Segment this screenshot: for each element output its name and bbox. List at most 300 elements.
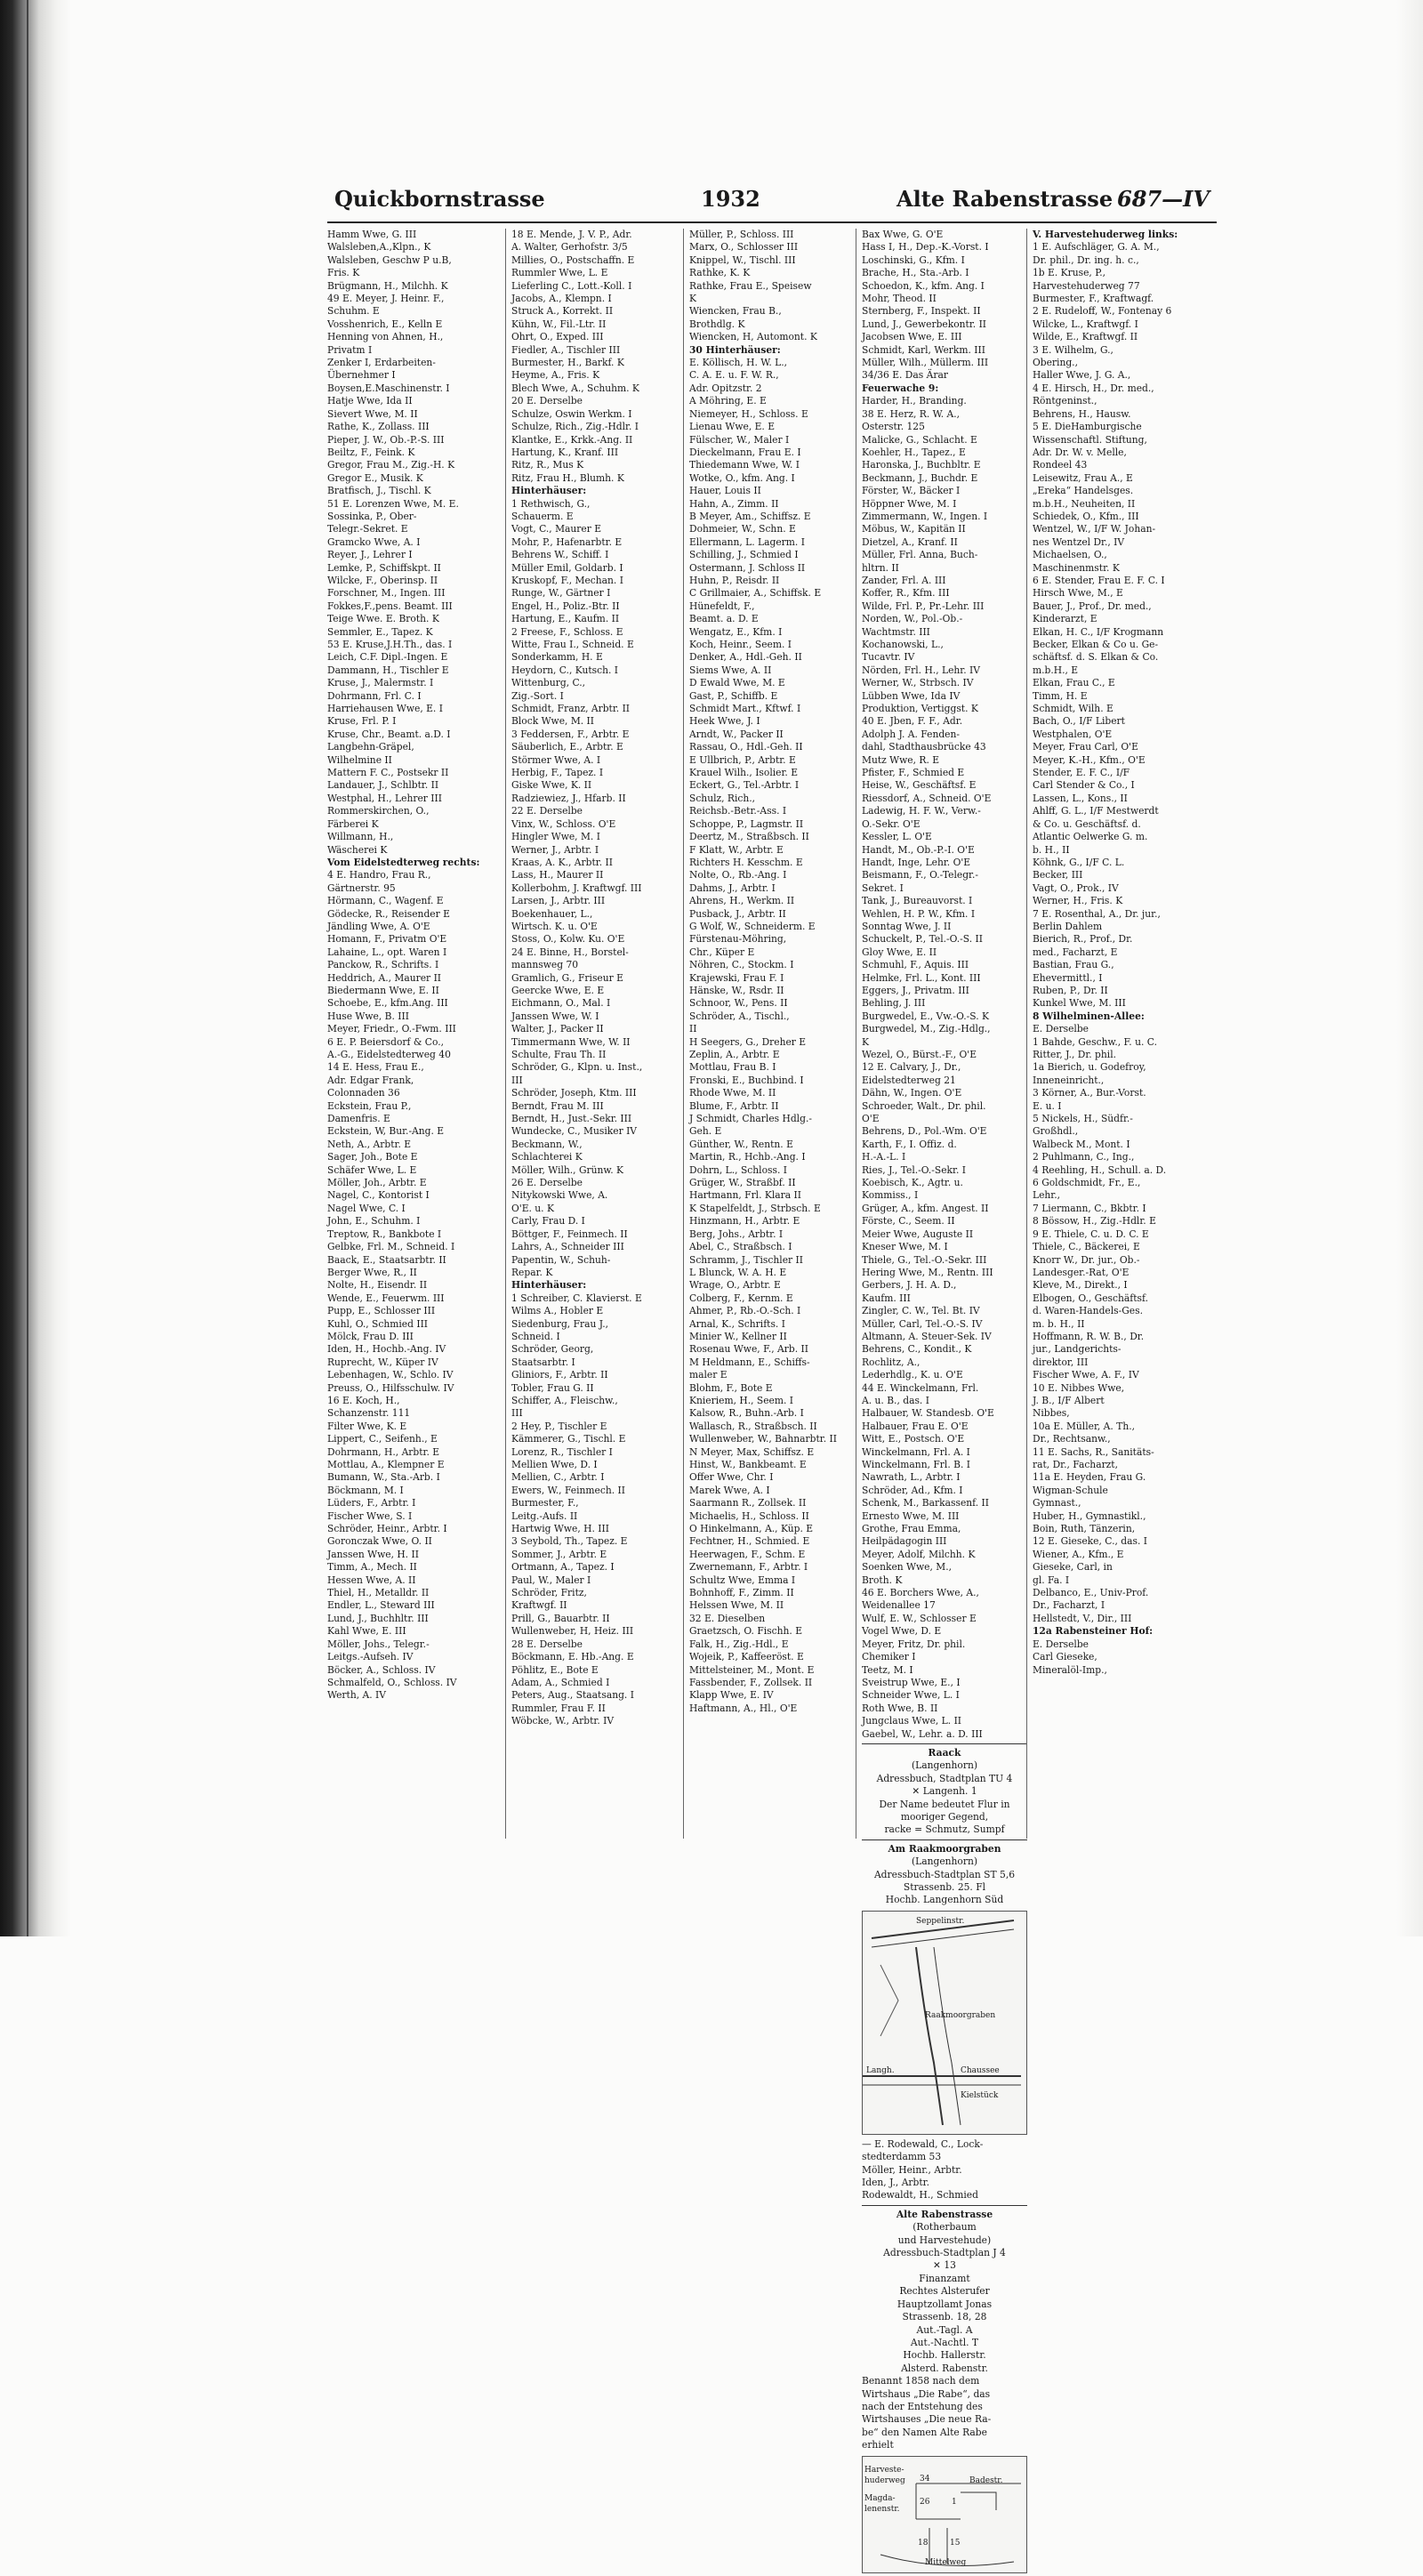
directory-entry: Rummler Wwe, L. E <box>511 267 608 279</box>
directory-entry: Adr. Dr. W. v. Melle, <box>1033 446 1127 458</box>
directory-entry: Ernesto Wwe, M. III <box>862 1509 960 1522</box>
directory-entry: Meyer, Fritz, Dr. phil. <box>862 1638 966 1650</box>
directory-entry: mannsweg 70 <box>511 959 579 971</box>
directory-entry: Hinterhäuser: <box>511 1279 587 1292</box>
directory-entry: Wundecke, C., Musiker IV <box>511 1125 638 1138</box>
directory-entry: Carly, Frau D. I <box>511 1215 585 1228</box>
directory-entry: Arnal, K., Schrifts. I <box>689 1317 785 1330</box>
directory-entry: Halbauer, W. Standesb. O'E <box>862 1407 994 1420</box>
directory-entry: Müller, Carl, Tel.-O.-S. IV <box>862 1317 983 1330</box>
section-rule <box>862 1743 1027 1744</box>
directory-entry: 7 E. Rosenthal, A., Dr. jur., <box>1033 907 1161 920</box>
directory-entry: Handt, Inge, Lehr. O'E <box>862 856 971 868</box>
directory-entry: Kruse, J., Malermstr. I <box>327 677 434 689</box>
directory-entry: Klapp Wwe, E. IV <box>689 1689 774 1702</box>
directory-entry: Dieckelmann, Frau E. I <box>689 446 801 458</box>
directory-entry: 28 E. Derselbe <box>511 1638 583 1650</box>
directory-entry: Sonderkamm, H. E <box>511 651 603 664</box>
directory-entry: Michaelis, H., Schloss. II <box>689 1509 809 1522</box>
directory-entry: Damenfris. E <box>327 1113 390 1125</box>
directory-entry: Kessler, L. O'E <box>862 831 932 843</box>
rabenstrasse-info-line: Hochb. Hallerstr. <box>903 2349 986 2362</box>
directory-entry: Burgwedel, M., Zig.-Hdlg., <box>862 1023 991 1035</box>
directory-entry: Wentzel, W., I/F W. Johan- <box>1033 523 1156 535</box>
directory-entry: Lorenz, R., Tischler I <box>511 1445 613 1458</box>
directory-entry: med., Facharzt, E <box>1033 946 1118 958</box>
section-title-raakmoorgraben: Am Raakmoorgraben <box>888 1842 1001 1855</box>
directory-entry: Heek Wwe, J. I <box>689 715 760 728</box>
directory-entry: Karth, F., I. Offiz. d. <box>862 1138 957 1150</box>
map-label-huderweg: huderweg <box>864 2475 905 2485</box>
directory-entry: Huhn, P., Reisdr. II <box>689 574 780 586</box>
directory-entry: Ruben, P., Dr. II <box>1033 984 1108 996</box>
directory-entry: Mottlau, Frau B. I <box>689 1061 776 1074</box>
directory-entry: Schröder, Joseph, Ktm. III <box>511 1087 637 1099</box>
directory-entry: Jacobs, A., Klempn. I <box>511 293 612 305</box>
directory-entry: Beiltz, F., Feink. K <box>327 446 415 458</box>
directory-entry: Wilcke, F., Oberinsp. II <box>327 574 438 586</box>
directory-entry: Schuhm. E <box>327 305 380 318</box>
directory-entry: Brache, H., Sta.-Arb. I <box>862 267 969 279</box>
directory-entry: Behrens, H., Hausw. <box>1033 407 1131 420</box>
directory-entry: Gödecke, R., Reisender E <box>327 907 450 920</box>
directory-entry: Dr. phil., Dr. ing. h. c., <box>1033 254 1139 266</box>
directory-entry: Haftmann, A., Hl., O'E <box>689 1702 798 1714</box>
directory-entry: Mohr, Theod. II <box>862 293 937 305</box>
directory-entry: Elbogen, O., Geschäftsf. <box>1033 1292 1148 1304</box>
directory-entry: 9 E. Thiele, C. u. D. C. E <box>1033 1228 1149 1240</box>
directory-entry: Wöbcke, W., Arbtr. IV <box>511 1715 615 1727</box>
directory-entry: Offer Wwe, Chr. I <box>689 1471 774 1484</box>
header-street-left: Quickbornstrasse <box>334 186 545 212</box>
map-label-langh: Langh. <box>866 2065 895 2075</box>
directory-entry: Henning von Ahnen, H., <box>327 331 444 343</box>
directory-entry: Vosshenrich, E., Kelln E <box>327 318 443 330</box>
directory-entry: 1 Schreiber, C. Klavierst. E <box>511 1292 642 1304</box>
directory-entry: Kleve, M., Direkt., I <box>1033 1279 1128 1292</box>
directory-entry: 24 E. Binne, H., Borstel- <box>511 946 629 958</box>
section-rule <box>862 1839 1027 1840</box>
directory-entry: Wiencken, Frau B., <box>689 305 782 318</box>
directory-entry: Meyer, Friedr., O.-Fwm. III <box>327 1023 456 1035</box>
directory-entry: Hirsch Wwe, M., E <box>1033 587 1123 600</box>
directory-entry: Ahlff, G. L., I/F Mestwerdt <box>1033 805 1159 817</box>
directory-entry: Sveistrup Wwe, E., I <box>862 1676 961 1688</box>
directory-entry: Biedermann Wwe, E. II <box>327 984 439 996</box>
directory-entry: 6 E. Stender, Frau E. F. C. I <box>1033 574 1165 586</box>
directory-entry: Wigman-Schule <box>1033 1484 1108 1496</box>
directory-entry: 40 E. Jben, F. F., Adr. <box>862 715 963 728</box>
directory-entry: Block Wwe, M. II <box>511 715 594 728</box>
directory-entry: D Ewald Wwe, M. E <box>689 677 785 689</box>
directory-entry: Schmalfeld, O., Schloss. IV <box>327 1676 457 1688</box>
directory-entry: A.-G., Eidelstedterweg 40 <box>327 1049 451 1060</box>
directory-entry: Koebisch, K., Agtr. u. <box>862 1177 963 1189</box>
directory-entry: Brügmann, H., Milchh. K <box>327 279 448 292</box>
directory-entry: Geh. E <box>689 1125 722 1138</box>
directory-entry: Hessen Wwe, A. II <box>327 1574 416 1586</box>
directory-entry: Staatsarbtr. I <box>511 1356 575 1368</box>
rabenstrasse-history-line: erhielt <box>862 2439 894 2451</box>
directory-entry: Adr. Edgar Frank, <box>327 1074 414 1086</box>
directory-entry: O.-Sekr. O'E <box>862 817 921 830</box>
directory-entry: Berg, Johs., Arbtr. I <box>689 1228 784 1240</box>
directory-entry: Pieper, J. W., Ob.-P.-S. III <box>327 433 445 446</box>
directory-entry: Wäscherei K <box>327 843 388 856</box>
directory-entry: Boysen,E.Maschinenstr. I <box>327 382 450 394</box>
column-3 <box>683 229 855 1839</box>
directory-entry: Colberg, F., Kernm. E <box>689 1292 793 1304</box>
directory-entry: Gaebel, W., Lehr. a. D. III <box>862 1727 983 1740</box>
directory-entry: Minier W., Kellner II <box>689 1330 787 1342</box>
directory-entry: Walsleben,A.,Klpn., K <box>327 241 431 254</box>
raack-note-3: racke = Schmutz, Sumpf <box>884 1823 1005 1836</box>
directory-entry: Heise, W., Geschäftsf. E <box>862 779 977 792</box>
rabenstrasse-history-line: be“ den Namen Alte Rabe <box>862 2426 987 2438</box>
directory-entry: Kraftwgf. II <box>511 1599 567 1612</box>
directory-entry: Nörden, Frl. H., Lehr. IV <box>862 664 980 676</box>
directory-entry: Lund, J., Gewerbekontr. II <box>862 318 987 330</box>
directory-entry: Hoffmann, R. W. B., Dr. <box>1033 1330 1145 1342</box>
directory-entry: Michaelsen, O., <box>1033 549 1107 561</box>
directory-entry: 20 E. Derselbe <box>511 395 583 407</box>
directory-entry: Hatje Wwe, Ida II <box>327 395 413 407</box>
directory-entry: Meyer, Frau Carl, O'E <box>1033 741 1138 753</box>
directory-entry: Vagt, O., Prok., IV <box>1033 881 1119 894</box>
directory-entry: Beckmann, W., <box>511 1138 583 1150</box>
directory-entry: Ehevermittl., I <box>1033 971 1103 984</box>
directory-entry: Eichmann, O., Mal. I <box>511 997 611 1010</box>
map-label-18: 18 <box>918 2538 929 2548</box>
directory-entry: Leitgs.-Aufseh. IV <box>327 1651 414 1663</box>
directory-entry: John, E., Schuhm. I <box>327 1215 421 1228</box>
directory-entry: Produktion, Vertiggst. K <box>862 703 978 715</box>
directory-entry: Dahms, J., Arbtr. I <box>689 881 776 894</box>
directory-entry: Gymnast., <box>1033 1497 1081 1509</box>
directory-entry: Haller Wwe, J. G. A., <box>1033 369 1131 382</box>
directory-entry: 38 E. Herz, R. W. A., <box>862 407 961 420</box>
directory-entry: Wilhelmine II <box>327 753 392 766</box>
directory-entry: Becker, III <box>1033 869 1083 881</box>
directory-entry: Martin, R., Hchb.-Ang. I <box>689 1151 806 1163</box>
directory-entry: Rummler, Frau F. II <box>511 1702 606 1714</box>
directory-entry: Gliniors, F., Arbtr. II <box>511 1369 608 1381</box>
directory-entry: Gregor E., Musik. K <box>327 471 423 484</box>
directory-entry: M Heldmann, E., Schiffs- <box>689 1356 810 1368</box>
directory-entry: 12a Rabensteiner Hof: <box>1033 1625 1154 1638</box>
directory-entry: Böcker, A., Schloss. IV <box>327 1663 436 1676</box>
directory-entry: 46 E. Borchers Wwe, A., <box>862 1587 979 1599</box>
directory-entry: Neth, A., Arbtr. E <box>327 1138 412 1150</box>
directory-entry: 4 E. Handro, Frau R., <box>327 869 431 881</box>
directory-entry: Becker, Elkan & Co u. Ge- <box>1033 639 1159 650</box>
directory-entry: Nagel, C., Kontorist I <box>327 1189 430 1202</box>
directory-entry: Lippert, C., Seifenh., E <box>327 1433 438 1445</box>
directory-entry: Saarmann R., Zollsek. II <box>689 1497 807 1509</box>
directory-entry: Zeplin, A., Arbtr. E <box>689 1049 780 1060</box>
directory-entry: 16 E. Koch, H., <box>327 1394 400 1406</box>
directory-entry: schäftsf. d. S. Elkan & Co. <box>1033 651 1159 664</box>
directory-entry: 3 Seybold, Th., Tapez. E <box>511 1535 628 1548</box>
map-label-seppelinstr: Seppelinstr. <box>916 1916 965 1926</box>
directory-entry: Klantke, E., Krkk.-Ang. II <box>511 433 633 446</box>
directory-entry: direktor, III <box>1033 1356 1089 1368</box>
raakmoor-entry-1: — E. Rodewald, C., Lock- <box>862 2137 984 2150</box>
directory-entry: 14 E. Hess, Frau E., <box>327 1061 424 1074</box>
directory-entry: Wilde, E., Kraftwgf. II <box>1033 331 1138 343</box>
directory-entry: Jungclaus Wwe, L. II <box>862 1715 962 1727</box>
directory-entry: Förste, C., Seem. II <box>862 1215 955 1228</box>
directory-entry: Mittelsteiner, M., Mont. E <box>689 1663 815 1676</box>
directory-entry: Helmke, Frl. L., Kont. III <box>862 971 981 984</box>
map-label-lenenstr: lenenstr. <box>864 2504 900 2514</box>
directory-entry: 12 E. Calvary, J., Dr., <box>862 1061 961 1074</box>
directory-entry: Hünefeldt, F., <box>689 600 755 612</box>
directory-entry: Berger Wwe, R., II <box>327 1266 417 1278</box>
directory-entry: Lieferling C., Lott.-Koll. I <box>511 279 632 292</box>
directory-entry: Denker, A., Hdl.-Geh. II <box>689 651 802 664</box>
directory-entry: Ahmer, P., Rb.-O.-Sch. I <box>689 1305 801 1317</box>
directory-entry: Ohrt, O., Exped. III <box>511 331 604 343</box>
directory-entry: Schlachterei K <box>511 1151 583 1163</box>
directory-entry: Hinzmann, H., Arbtr. E <box>689 1215 800 1228</box>
directory-entry: Bax Wwe, G. O'E <box>862 229 944 240</box>
directory-entry: b. H., II <box>1033 843 1070 856</box>
directory-entry: Böckmann, M. I <box>327 1484 404 1496</box>
directory-entry: Norden, W., Pol.-Ob.- <box>862 613 963 625</box>
rabenstrasse-info-line: Finanzamt <box>919 2272 970 2284</box>
directory-entry: hltrn. II <box>862 561 899 574</box>
directory-entry: 4 Reehling, H., Schull. a. D. <box>1033 1163 1167 1176</box>
directory-entry: Köhnk, G., I/F C. L. <box>1033 856 1125 868</box>
directory-entry: Ortmann, A., Tapez. I <box>511 1561 615 1574</box>
directory-entry: & Co. u. Geschäftsf. d. <box>1033 817 1141 830</box>
directory-entry: Stender, E. F. C., I/F <box>1033 767 1130 779</box>
directory-entry: Preuss, O., Hilfsschulw. IV <box>327 1381 454 1394</box>
directory-entry: Burgwedel, E., Vw.-O.-S. K <box>862 1010 990 1022</box>
directory-entry: Schröder, A., Tischl., <box>689 1010 790 1022</box>
directory-entry: nes Wentzel Dr., IV <box>1033 535 1125 548</box>
directory-entry: Pusback, J., Arbtr. II <box>689 907 786 920</box>
directory-entry: Siems Wwe, A. II <box>689 664 772 676</box>
directory-entry: Ritter, J., Dr. phil. <box>1033 1049 1117 1060</box>
directory-entry: L Blunck, W. A. H. E <box>689 1266 787 1278</box>
directory-entry: Schmuhl, F., Aquis. III <box>862 959 969 971</box>
directory-entry: Colonnaden 36 <box>327 1087 400 1099</box>
directory-entry: Heerwagen, F., Schm. E <box>689 1548 806 1560</box>
directory-entry: Zingler, C. W., Tel. Bt. IV <box>862 1305 980 1317</box>
directory-entry: Willmann, H., <box>327 831 394 843</box>
directory-entry: Lahaine, L., opt. Waren I <box>327 946 447 958</box>
directory-entry: Fokkes,F.,pens. Beamt. III <box>327 600 453 612</box>
directory-entry: Soenken Wwe, M., <box>862 1561 953 1574</box>
directory-entry: 49 E. Meyer, J. Heinr. F., <box>327 293 445 305</box>
directory-entry: Dähn, W., Ingen. O'E <box>862 1087 962 1099</box>
directory-entry: Müller Emil, Goldarb. I <box>511 561 623 574</box>
map-label-raakmoorgraben: Raakmoorgraben <box>925 2010 996 2020</box>
directory-entry: Malicke, G., Schlacht. E <box>862 433 977 446</box>
directory-entry: Timmermann Wwe, W. II <box>511 1035 631 1048</box>
directory-entry: gl. Fa. I <box>1033 1574 1070 1586</box>
raakmoor-entry-5: Rodewaldt, H., Schmied <box>862 2189 978 2202</box>
directory-entry: Privatm I <box>327 343 373 356</box>
directory-entry: A. Walter, Gerhofstr. 3/5 <box>511 241 628 254</box>
directory-entry: N Meyer, Max, Schiffsz. E <box>689 1445 815 1458</box>
directory-entry: Landauer, J., Schlbtr. II <box>327 779 439 792</box>
directory-entry: 8 Wilhelminen-Allee: <box>1033 1010 1145 1022</box>
directory-entry: Nolte, O., Rb.-Ang. I <box>689 869 787 881</box>
directory-entry: Grüger, A., kfm. Angest. II <box>862 1202 989 1214</box>
directory-entry: Bratfisch, J., Tischl. K <box>327 485 431 497</box>
directory-entry: Förster, W., Bäcker I <box>862 485 961 497</box>
directory-entry: 30 Hinterhäuser: <box>689 343 781 356</box>
gutter-shadow-line <box>27 0 28 1936</box>
directory-entry: Lund, J., Buchhltr. III <box>327 1612 429 1624</box>
directory-entry: Weidenallee 17 <box>862 1599 936 1612</box>
raack-post <box>862 1785 1027 1798</box>
directory-entry: Berndt, Frau M. III <box>511 1099 604 1112</box>
postal-icon: ✕ <box>933 2259 945 2272</box>
directory-entry: Sossinka, P., Ober- <box>327 510 417 522</box>
map-label-1: 1 <box>952 2497 957 2507</box>
directory-entry: Kahl Wwe, E. III <box>327 1625 406 1638</box>
directory-entry: m.b.H., Neuheiten, II <box>1033 497 1136 510</box>
section-title-alte-rabenstrasse: Alte Rabenstrasse <box>896 2208 993 2220</box>
rabenstrasse-post <box>862 2259 1027 2272</box>
directory-entry: Schäfer Wwe, L. E <box>327 1163 417 1176</box>
directory-entry: Atlantic Oelwerke G. m. <box>1033 831 1148 843</box>
directory-entry: 22 E. Derselbe <box>511 805 583 817</box>
directory-entry: 2 E. Rudeloff, W., Fontenay 6 <box>1033 305 1172 318</box>
directory-entry: Siedenburg, Frau J., <box>511 1317 609 1330</box>
directory-entry: Hauer, Louis II <box>689 485 761 497</box>
directory-entry: Wachtmstr. III <box>862 625 930 638</box>
directory-entry: Carl Gieseke, <box>1033 1651 1097 1663</box>
directory-entry: Millies, O., Postschaffn. E <box>511 254 635 266</box>
directory-entry: Rhode Wwe, M. II <box>689 1087 776 1099</box>
directory-entry: Elkan, H. C., I/F Krogmann <box>1033 625 1164 638</box>
directory-entry: Knieriem, H., Seem. I <box>689 1394 794 1406</box>
rabenstrasse-sub-1: (Rotherbaum <box>912 2221 977 2234</box>
rabenstrasse-history-line: Wirtshauses „Die neue Ra- <box>862 2413 992 2426</box>
directory-entry: Günther, W., Rentn. E <box>689 1138 793 1150</box>
column-5 <box>1026 229 1205 1839</box>
directory-entry: Dohrmann, H., Arbtr. E <box>327 1445 440 1458</box>
directory-entry: Obering., <box>1033 357 1078 369</box>
directory-entry: Kommiss., I <box>862 1189 919 1202</box>
directory-entry: Thiele, C., Bäckerei, E <box>1033 1241 1140 1253</box>
directory-entry: Burmester, H., Barkf. K <box>511 357 624 369</box>
directory-entry: Radziewiez, J., Hfarb. II <box>511 792 626 804</box>
page-header <box>327 182 1217 223</box>
directory-entry: Fechtner, H., Schmied. E <box>689 1535 810 1548</box>
directory-entry: Mattern F. C., Postsekr II <box>327 767 449 779</box>
rabenstrasse-info-line: Alsterd. Rabenstr. <box>901 2362 988 2374</box>
directory-entry: Fischer Wwe, S. I <box>327 1509 413 1522</box>
directory-entry: Harder, H., Branding. <box>862 395 967 407</box>
directory-entry: Müller, Wilh., Müllerm. III <box>862 357 989 369</box>
directory-entry: Helssen Wwe, M. II <box>689 1599 784 1612</box>
directory-entry: Schmidt Mart., Kftwf. I <box>689 703 801 715</box>
directory-entry: Schoedon, K., kfm. Ang. I <box>862 279 985 292</box>
rabenstrasse-map <box>862 2456 1027 2573</box>
directory-entry: Behrens W., Schiff. I <box>511 549 609 561</box>
directory-entry: Grüger, W., Straßbf. II <box>689 1177 796 1189</box>
directory-entry: Hänske, W., Rsdr. II <box>689 984 784 996</box>
directory-entry: Rommerskirchen, O., <box>327 805 430 817</box>
directory-entry: Rosenau Wwe, F., Arb. II <box>689 1343 808 1356</box>
directory-entry: Mineralöl-Imp., <box>1033 1663 1107 1676</box>
directory-entry: Meier Wwe, Auguste II <box>862 1228 974 1240</box>
rabenstrasse-history-line: nach der Entstehung des <box>862 2400 983 2412</box>
directory-entry: Blohm, F., Bote E <box>689 1381 773 1394</box>
directory-entry: C Grillmaier, A., Schiffsk. E <box>689 587 822 600</box>
directory-entry: d. Waren-Handels-Ges. <box>1033 1305 1143 1317</box>
directory-entry: rat, Dr., Facharzt, <box>1033 1459 1118 1470</box>
directory-entry: Schoppe, P., Lagmstr. II <box>689 817 804 830</box>
directory-entry: Teige Wwe. E. Broth. K <box>327 613 439 625</box>
directory-entry: Fischer Wwe, A. F., IV <box>1033 1369 1139 1381</box>
directory-entry: Blech Wwe, A., Schuhm. K <box>511 382 639 394</box>
directory-entry: Lass, H., Maurer II <box>511 869 604 881</box>
directory-entry: Brothdlg. K <box>689 318 745 330</box>
directory-entry: Landesger.-Rat, O'E <box>1033 1266 1130 1278</box>
directory-entry: Burmester, F., <box>511 1497 579 1509</box>
directory-entry: Schuckelt, P., Tel.-O.-S. II <box>862 933 983 946</box>
rabenstrasse-history-line: Wirtshaus „Die Rabe“, das <box>862 2387 991 2400</box>
directory-entry: Struck A., Korrekt. II <box>511 305 614 318</box>
directory-entry: Delbanco, E., Univ-Prof. <box>1033 1587 1149 1599</box>
rabenstrasse-info-line: Strassenb. 18, 28 <box>902 2311 987 2323</box>
directory-entry: Hinst, W., Bankbeamt. E <box>689 1459 807 1470</box>
directory-entry: Mutz Wwe, R. E <box>862 753 940 766</box>
rabenstrasse-post-text: 13 <box>944 2259 956 2272</box>
directory-entry: Mölck, Frau D. III <box>327 1330 414 1342</box>
directory-entry: Rathke, Frau E., Speisew <box>689 279 812 292</box>
directory-entry: Baack, E., Staatsarbtr. II <box>327 1253 446 1266</box>
directory-entry: Forschner, M., Ingen. III <box>327 587 446 600</box>
map-label-kielstueck: Kielstück <box>961 2090 999 2100</box>
directory-entry: Paul, W., Maler I <box>511 1574 591 1586</box>
directory-entry: Teetz, M. I <box>862 1663 913 1676</box>
directory-entry: Gelbke, Frl. M., Schneid. I <box>327 1241 455 1253</box>
directory-entry: Sager, Joh., Bote E <box>327 1151 418 1163</box>
directory-entry: Pfister, F., Schmied E <box>862 767 965 779</box>
raack-sub: (Langenhorn) <box>911 1759 978 1772</box>
directory-entry: J Schmidt, Charles Hdlg.- <box>689 1113 812 1125</box>
directory-entry: Walsleben, Geschw P u.B, <box>327 254 452 266</box>
directory-entry: Koch, Heinr., Seem. I <box>689 639 792 650</box>
directory-entry: Jacobsen Wwe, E. III <box>862 331 962 343</box>
directory-entry: Wrage, O., Arbtr. E <box>689 1279 781 1292</box>
directory-entry: Vogel Wwe, D. E <box>862 1625 942 1638</box>
directory-entry: Werner, H., Fris. K <box>1033 895 1123 907</box>
directory-entry: Schmidt, Karl, Werkm. III <box>862 343 985 356</box>
directory-entry: Wehlen, H. P. W., Kfm. I <box>862 907 976 920</box>
directory-entry: Heilpädagogin III <box>862 1535 947 1548</box>
directory-entry: Vinx, W., Schloss. O'E <box>511 817 616 830</box>
header-page-number: 687—IV <box>1117 186 1210 212</box>
directory-entry: Janssen Wwe, H. II <box>327 1548 419 1560</box>
directory-entry: Meyer, Adolf, Milchh. K <box>862 1548 976 1560</box>
directory-entry: Lienau Wwe, E. E <box>689 421 776 433</box>
directory-entry: Möller, Johs., Telegr.- <box>327 1638 430 1650</box>
directory-entry: Panckow, R., Schrifts. I <box>327 959 439 971</box>
directory-entry: Kaufm. III <box>862 1292 911 1304</box>
directory-entry: Wojeik, P., Kaffeeröst. E <box>689 1651 804 1663</box>
raakmoor-entry-3: Möller, Heinr., Arbtr. <box>862 2163 962 2176</box>
column-4 <box>856 229 1027 2567</box>
